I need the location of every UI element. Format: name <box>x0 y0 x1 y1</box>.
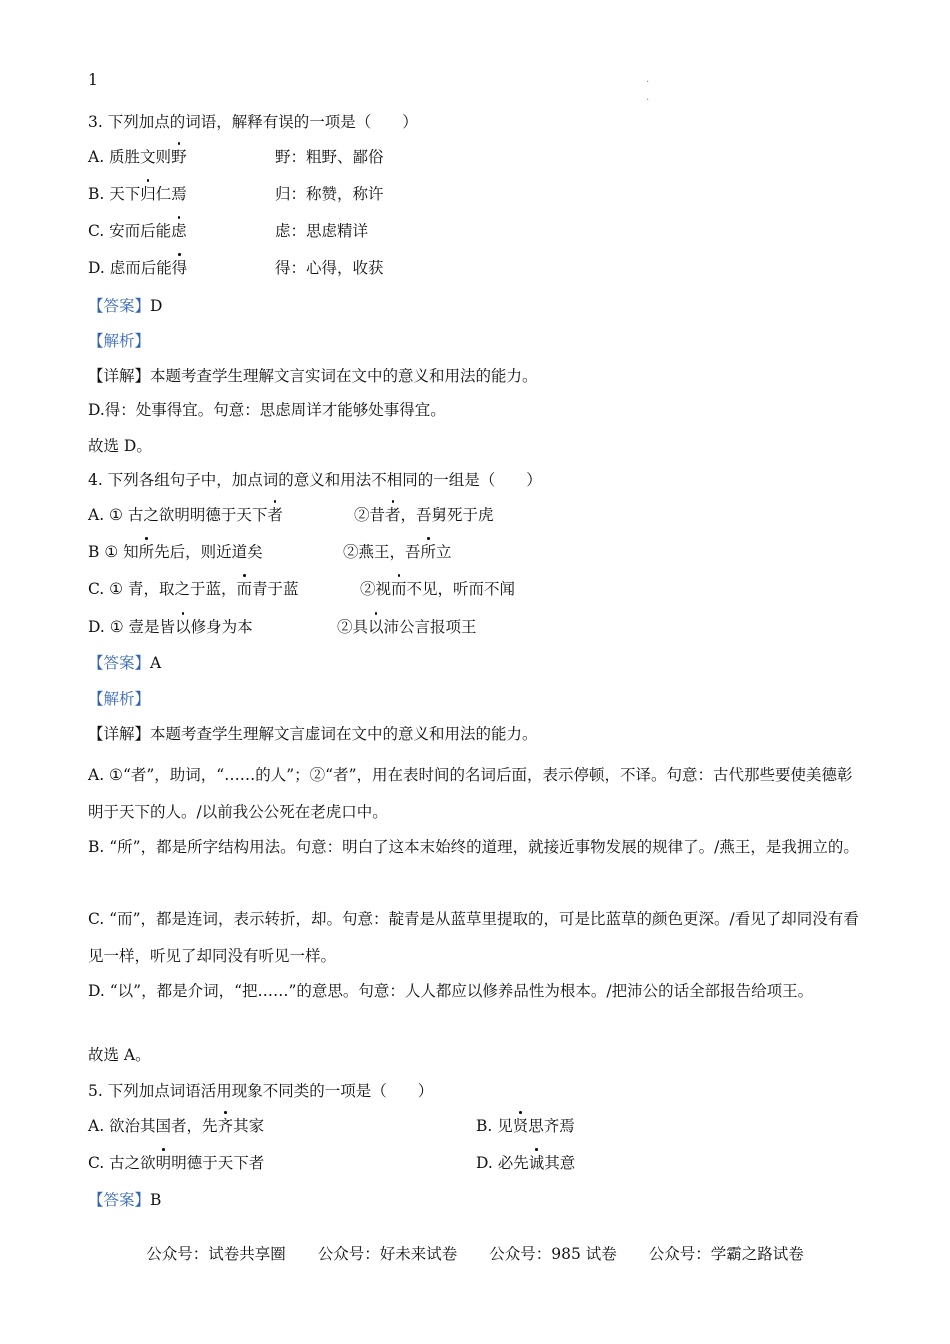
q5-option-a: A. 欲治其国者，先齐其家 <box>88 1117 265 1135</box>
q5-option-b: B. 见贤思齐焉 <box>476 1117 575 1135</box>
footer-account: 公众号：学霸之路试卷 <box>648 1245 804 1263</box>
q4-explanation-b: B. “所”，都是所字结构用法。句意：明白了这本末始终的道理，就接近事物发展的规律了。/燕王，是我拥立的。 <box>88 838 859 856</box>
page-number: 1 <box>88 71 98 89</box>
q4-analysis-tag: 【解析】 <box>88 690 151 708</box>
q3-option-a: A. 质胜文则野 <box>88 148 187 166</box>
q5-option-c: C. 古之欲明明德于天下者 <box>88 1154 265 1172</box>
answer-tag: 【答案】 <box>88 297 151 315</box>
q4-option-d-second: ②具以沛公言报项王 <box>337 618 477 636</box>
q4-option-b: B ① 知所先后，则近道矣 <box>88 543 263 561</box>
dotted-word: 以 <box>368 618 384 636</box>
q4-option-a: A. ① 古之欲明明德于天下者 <box>88 506 283 524</box>
footer-account: 公众号：好未来试卷 <box>317 1245 458 1263</box>
answer-tag: 【答案】 <box>88 654 151 672</box>
scan-mark: . <box>646 74 650 85</box>
q3-option-c-gloss: 虑：思虑精详 <box>275 222 369 240</box>
q3-answer: 【答案】D <box>88 297 163 315</box>
q3-option-d: D. 虑而后能得 <box>88 259 188 277</box>
q3-option-d-gloss: 得：心得，收获 <box>275 259 384 277</box>
q3-analysis-tag: 【解析】 <box>88 332 151 350</box>
q3-stem: 3. 下列加点的词语，解释有误的一项是（ ） <box>88 113 418 131</box>
dotted-word: 所 <box>420 543 437 561</box>
answer-tag: 【答案】 <box>88 1191 151 1209</box>
dotted-word: 齐 <box>217 1117 234 1135</box>
q4-conclusion: 故选 A。 <box>88 1046 151 1064</box>
q4-answer: 【答案】A <box>88 654 162 672</box>
q4-option-c: C. ① 青，取之于蓝，而青于蓝 <box>88 580 299 598</box>
q4-option-b-second: ②燕王，吾所立 <box>343 543 452 561</box>
footer-account: 公众号：试卷共享圈 <box>146 1245 286 1263</box>
q3-explanation: D.得：处事得宜。句意：思虑周详才能够处事得宜。 <box>88 401 446 419</box>
q4-explanation-c: C. “而”，都是连词，表示转折，却。句意：靛青是从蓝草里提取的，可是比蓝草的颜色更深。/看见了却同没有看见一样，听见了却同没有听见一样。 <box>88 910 859 965</box>
dotted-word: 得 <box>171 259 188 277</box>
dotted-word: 以 <box>175 618 191 636</box>
footer-account: 公众号：985 试卷 <box>489 1245 617 1263</box>
dotted-word: 归 <box>140 185 156 203</box>
q3-option-b-gloss: 归：称赞，称许 <box>275 185 384 203</box>
dotted-word: 野 <box>171 148 187 166</box>
q5-option-d: D. 必先诚其意 <box>476 1154 576 1172</box>
q4-option-a-second: ②昔者，吾舅死于虎 <box>354 506 494 524</box>
q5-answer: 【答案】B <box>88 1191 162 1209</box>
footer <box>0 1244 950 1264</box>
q4-detail: 【详解】本题考查学生理解文言虚词在文中的意义和用法的能力。 <box>88 725 538 743</box>
dotted-word: 者 <box>385 506 401 524</box>
q3-option-c: C. 安而后能虑 <box>88 222 187 240</box>
dotted-word: 所 <box>138 543 155 561</box>
dotted-word: 贤 <box>512 1117 529 1135</box>
q4-explanation-a: A. ①“者”，助词，“……的人”；②“者”，用在表时间的名词后面，表示停顿，不译。句意：古代那些要使美德彰明于天下的人。/以前我公公死在老虎口中。 <box>88 766 853 821</box>
q4-option-c-second: ②视而不见，听而不闻 <box>360 580 516 598</box>
dotted-word: 诚 <box>528 1154 545 1172</box>
scan-mark: . <box>646 92 650 103</box>
dotted-word: 而 <box>236 580 252 598</box>
dotted-word: 而 <box>391 580 407 598</box>
dotted-word: 者 <box>267 506 283 524</box>
dotted-word: 明 <box>155 1154 172 1172</box>
q4-stem: 4. 下列各组句子中，加点词的意义和用法不相同的一组是（ ） <box>88 471 542 489</box>
q4-explanation-d: D. “以”，都是介词，“把……”的意思。句意：人人都应以修养品性为根本。/把沛公的话全部报告给项王。 <box>88 982 814 1000</box>
dotted-word: 虑 <box>171 222 187 240</box>
q3-option-b: B. 天下归仁焉 <box>88 185 187 203</box>
q3-option-a-gloss: 野：粗野、鄙俗 <box>275 148 384 166</box>
q3-conclusion: 故选 D。 <box>88 437 152 455</box>
q4-option-d: D. ① 壹是皆以修身为本 <box>88 618 253 636</box>
q3-detail: 【详解】本题考查学生理解文言实词在文中的意义和用法的能力。 <box>88 367 538 385</box>
q5-stem: 5. 下列加点词语活用现象不同类的一项是（ ） <box>88 1082 434 1100</box>
